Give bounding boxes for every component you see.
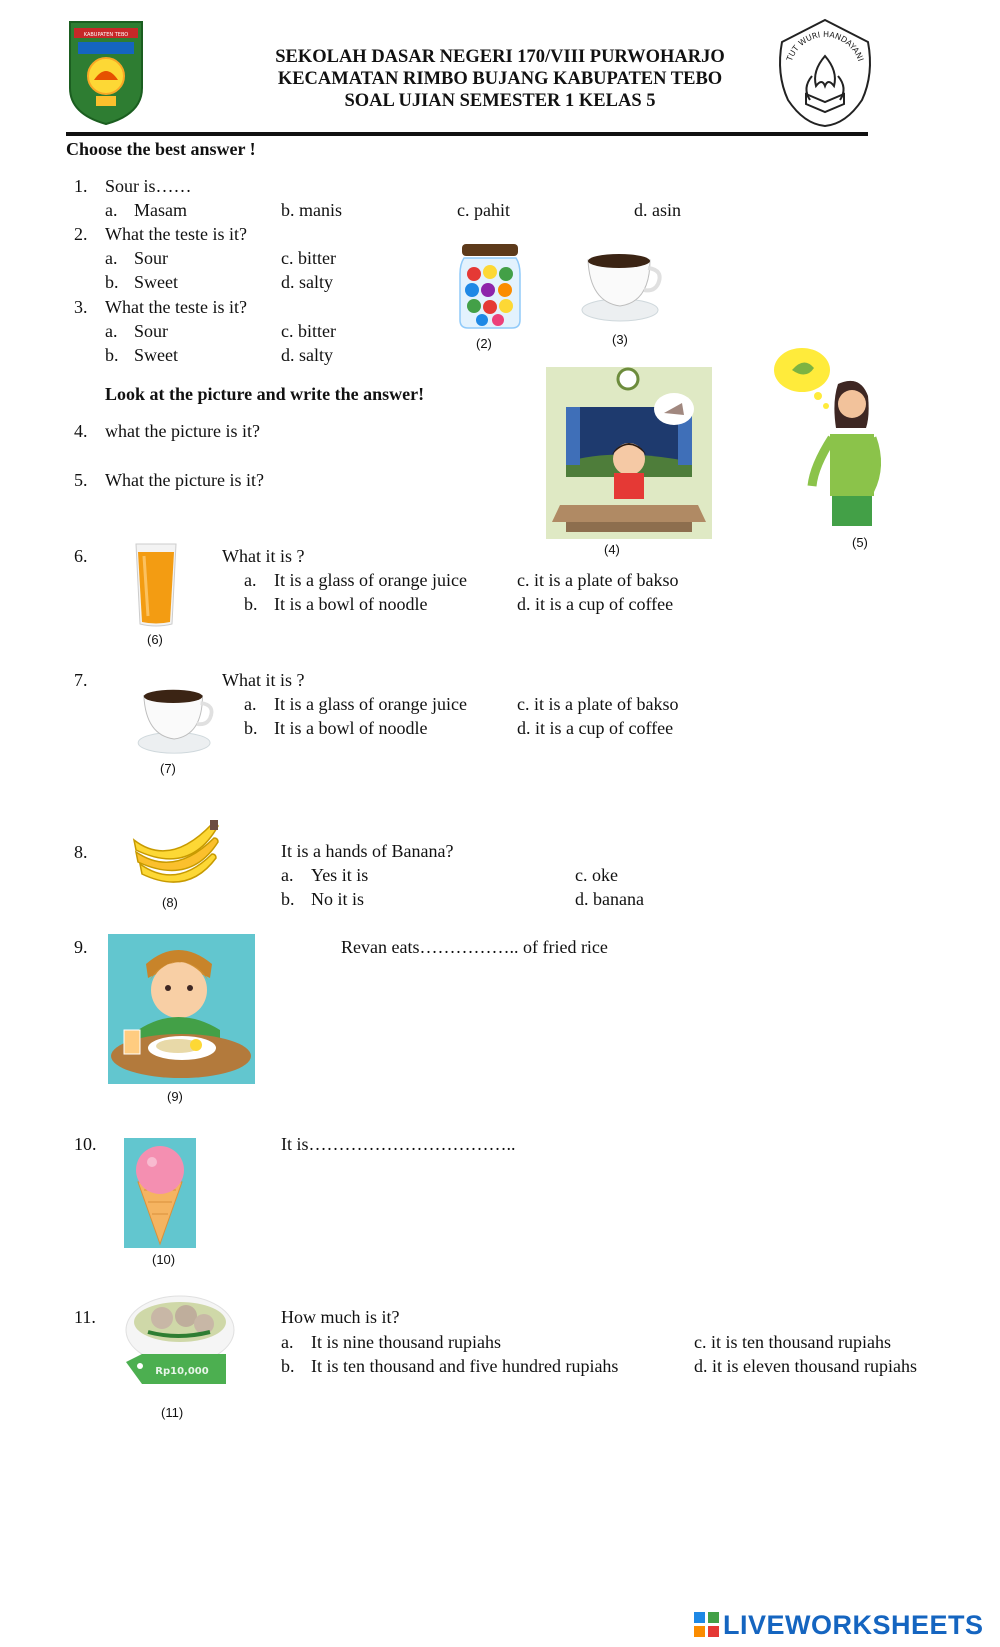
q3-number: 3. bbox=[74, 297, 88, 317]
q1-a-letter: a. bbox=[105, 200, 118, 220]
q5-text: What the picture is it? bbox=[105, 470, 264, 490]
q8-option-a[interactable]: Yes it is bbox=[311, 865, 369, 885]
orange-juice-image bbox=[134, 542, 178, 628]
q1-number: 1. bbox=[74, 176, 88, 196]
q2-option-d[interactable]: d. salty bbox=[281, 272, 333, 292]
q3-a-letter: a. bbox=[105, 321, 118, 341]
q1-text: Sour is…… bbox=[105, 176, 192, 196]
boy-eating-image bbox=[108, 934, 255, 1084]
liveworksheets-logo[interactable] bbox=[694, 1610, 984, 1640]
q1-option-c[interactable]: c. pahit bbox=[457, 200, 510, 220]
q2-number: 2. bbox=[74, 224, 88, 244]
q11-number: 11. bbox=[74, 1307, 96, 1327]
bakso-bowl-image bbox=[118, 1290, 234, 1398]
q5-number: 5. bbox=[74, 470, 88, 490]
q3-option-d[interactable]: d. salty bbox=[281, 345, 333, 365]
coffee-cup-image-7 bbox=[136, 686, 216, 756]
school-name: SEKOLAH DASAR NEGERI 170/VIII PURWOHARJO bbox=[275, 47, 725, 67]
kabupaten-tebo-logo bbox=[66, 18, 146, 126]
q11-option-b[interactable]: It is ten thousand and five hundred rupiahs bbox=[311, 1356, 619, 1376]
q8-option-b[interactable]: No it is bbox=[311, 889, 365, 909]
caption-9: (9) bbox=[167, 1089, 183, 1104]
q11-option-c[interactable]: c. it is ten thousand rupiahs bbox=[694, 1332, 891, 1352]
q6-text: What it is ? bbox=[222, 546, 305, 566]
q4-text: what the picture is it? bbox=[105, 421, 260, 441]
q7-a-letter: a. bbox=[244, 694, 257, 714]
q3-text: What the teste is it? bbox=[105, 297, 247, 317]
price-tag-text: Rp10,000 bbox=[155, 1366, 209, 1377]
q2-text: What the teste is it? bbox=[105, 224, 247, 244]
q8-text: It is a hands of Banana? bbox=[281, 841, 454, 861]
q11-b-letter: b. bbox=[281, 1356, 295, 1376]
banana-image bbox=[130, 820, 220, 884]
right-logo-text: TUT WURI HANDAYANI bbox=[784, 29, 866, 63]
q1-option-a[interactable]: Masam bbox=[134, 200, 187, 220]
caption-3: (3) bbox=[612, 332, 628, 347]
q8-b-letter: b. bbox=[281, 889, 295, 909]
header-divider bbox=[66, 132, 868, 136]
q4-number: 4. bbox=[74, 421, 88, 441]
girl-hungry-image bbox=[546, 367, 712, 539]
q1-option-b[interactable]: b. manis bbox=[281, 200, 342, 220]
q6-b-letter: b. bbox=[244, 594, 258, 614]
q11-text: How much is it? bbox=[281, 1307, 400, 1327]
q7-option-b[interactable]: It is a bowl of noodle bbox=[274, 718, 428, 738]
caption-10: (10) bbox=[152, 1252, 176, 1267]
q7-text: What it is ? bbox=[222, 670, 305, 690]
q10-text: It is…………………………….. bbox=[281, 1134, 516, 1154]
q6-option-b[interactable]: It is a bowl of noodle bbox=[274, 594, 428, 614]
caption-2: (2) bbox=[476, 336, 492, 351]
q9-number: 9. bbox=[74, 937, 88, 957]
q7-number: 7. bbox=[74, 670, 88, 690]
q2-option-c[interactable]: c. bitter bbox=[281, 248, 336, 268]
q8-number: 8. bbox=[74, 842, 88, 862]
q7-b-letter: b. bbox=[244, 718, 258, 738]
q3-option-c[interactable]: c. bitter bbox=[281, 321, 336, 341]
q8-option-d[interactable]: d. banana bbox=[575, 889, 644, 909]
q7-option-a[interactable]: It is a glass of orange juice bbox=[274, 694, 467, 714]
q6-option-d[interactable]: d. it is a cup of coffee bbox=[517, 594, 674, 614]
caption-5: (5) bbox=[852, 535, 868, 550]
q11-option-a[interactable]: It is nine thousand rupiahs bbox=[311, 1332, 501, 1352]
q8-a-letter: a. bbox=[281, 865, 294, 885]
caption-8: (8) bbox=[162, 895, 178, 910]
q9-text: Revan eats…………….. of fried rice bbox=[341, 937, 608, 957]
q10-number: 10. bbox=[74, 1134, 97, 1154]
candy-jar-image bbox=[458, 244, 522, 330]
ice-cream-image bbox=[124, 1138, 196, 1248]
q6-number: 6. bbox=[74, 546, 88, 566]
q7-option-c[interactable]: c. it is a plate of bakso bbox=[517, 694, 679, 714]
liveworksheets-brand: LIVEWORKSHEETS bbox=[723, 1609, 984, 1640]
q2-option-b[interactable]: Sweet bbox=[134, 272, 178, 292]
q11-a-letter: a. bbox=[281, 1332, 294, 1352]
q6-option-c[interactable]: c. it is a plate of bakso bbox=[517, 570, 679, 590]
q3-b-letter: b. bbox=[105, 345, 119, 365]
q3-option-b[interactable]: Sweet bbox=[134, 345, 178, 365]
q11-option-d[interactable]: d. it is eleven thousand rupiahs bbox=[694, 1356, 917, 1376]
q7-option-d[interactable]: d. it is a cup of coffee bbox=[517, 718, 674, 738]
left-logo-text: KABUPATEN TEBO bbox=[83, 32, 129, 38]
q3-option-a[interactable]: Sour bbox=[134, 321, 169, 341]
coffee-cup-image bbox=[580, 250, 664, 324]
instruction: Choose the best answer ! bbox=[66, 139, 256, 159]
caption-4: (4) bbox=[604, 542, 620, 557]
q6-option-a[interactable]: It is a glass of orange juice bbox=[274, 570, 467, 590]
woman-thinking-image bbox=[774, 346, 894, 532]
q1-option-d[interactable]: d. asin bbox=[634, 200, 681, 220]
exam-title: SOAL UJIAN SEMESTER 1 KELAS 5 bbox=[344, 91, 656, 111]
caption-6: (6) bbox=[147, 632, 163, 647]
liveworksheets-icon bbox=[694, 1612, 720, 1638]
q8-option-c[interactable]: c. oke bbox=[575, 865, 618, 885]
q2-option-a[interactable]: Sour bbox=[134, 248, 169, 268]
caption-11: (11) bbox=[161, 1405, 184, 1420]
tut-wuri-handayani-logo bbox=[772, 16, 878, 128]
caption-7: (7) bbox=[160, 761, 176, 776]
q2-b-letter: b. bbox=[105, 272, 119, 292]
section2-instruction: Look at the picture and write the answer! bbox=[105, 384, 425, 404]
district-name: KECAMATAN RIMBO BUJANG KABUPATEN TEBO bbox=[277, 69, 723, 89]
q6-a-letter: a. bbox=[244, 570, 257, 590]
q2-a-letter: a. bbox=[105, 248, 118, 268]
